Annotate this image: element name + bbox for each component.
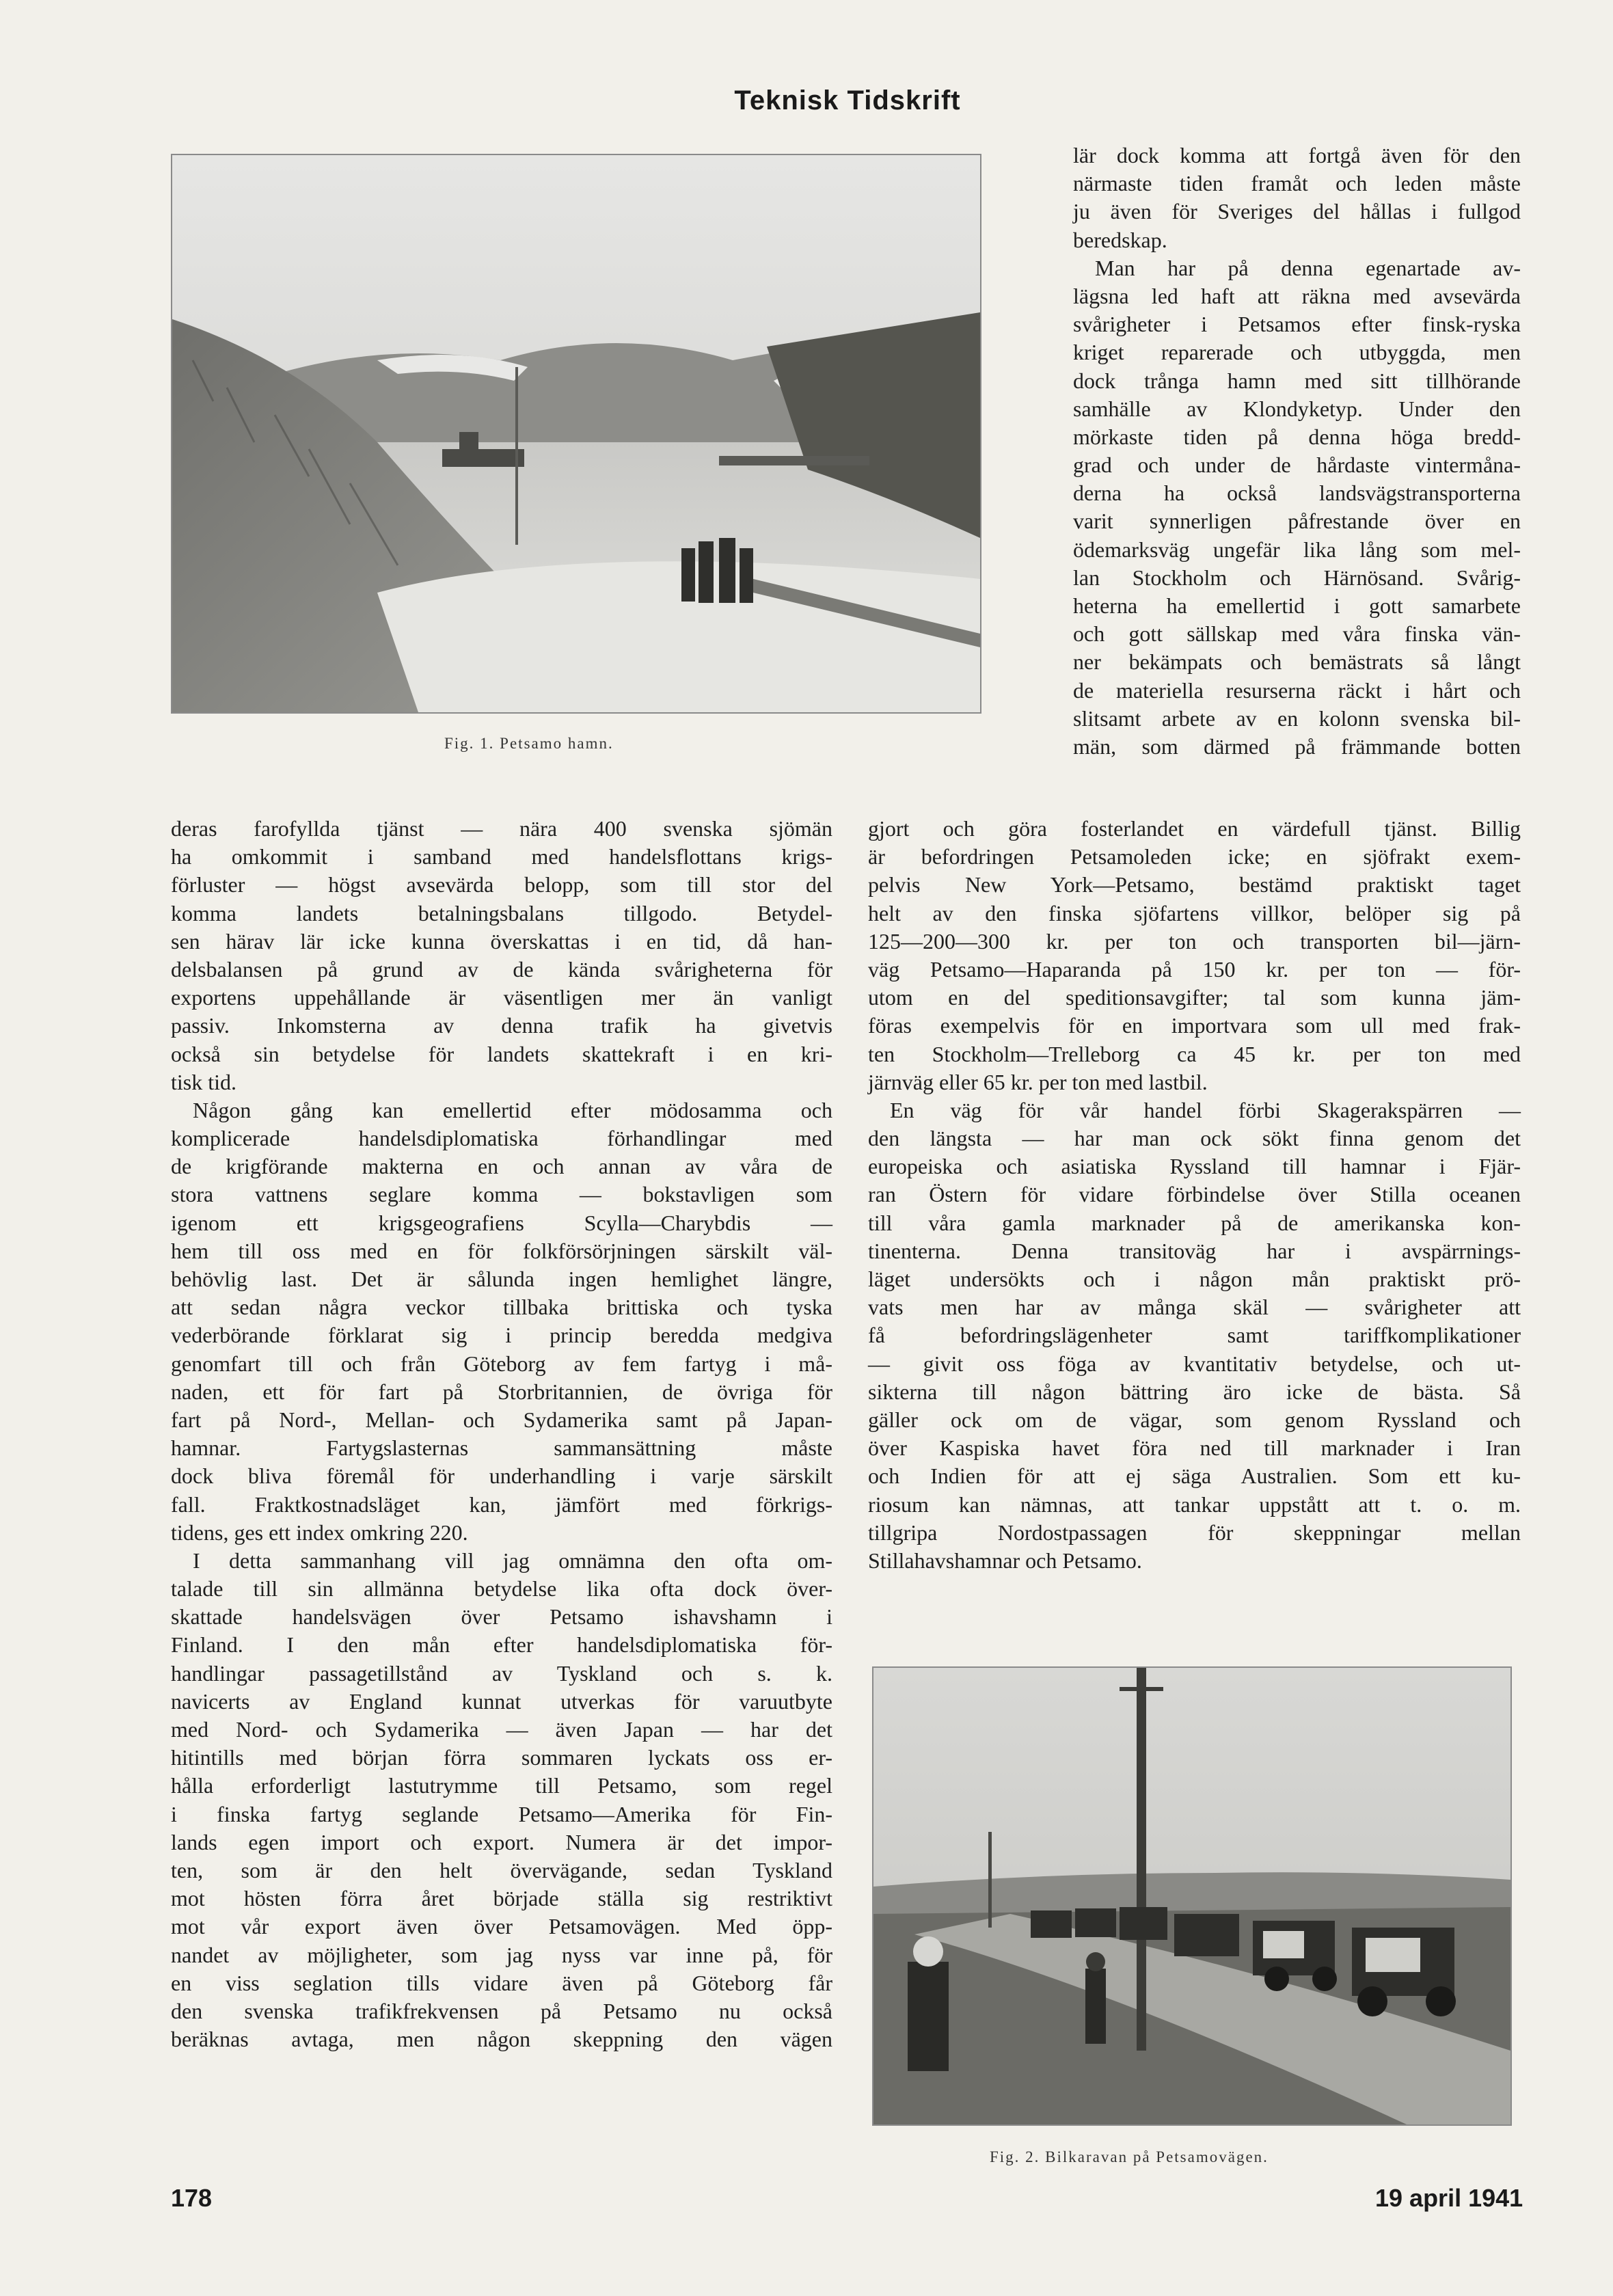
text-line: kriget reparerade och utbyggda, men <box>1073 340 1521 365</box>
text-line: en viss seglation tills vidare även på Göteborg får <box>171 1970 832 1995</box>
issue-date: 19 april 1941 <box>1375 2184 1523 2212</box>
figure-2-caption: Fig. 2. Bilkaravan på Petsamovägen. <box>990 2148 1269 2165</box>
text-line: pelvis New York—Petsamo, bestämd praktiskt taget <box>868 872 1521 897</box>
text-line: lär dock komma att fortgå även för den <box>1073 143 1521 167</box>
text-line: derna ha också landsvägstransporterna <box>1073 481 1521 506</box>
text-line: handlingar passagetillstånd av Tyskland och s. k. <box>171 1660 832 1686</box>
text-line: sen härav lär icke kunna överskattas i en tid, då han- <box>171 928 832 954</box>
text-line: läget undersökts och i någon mån praktiskt prö- <box>868 1267 1521 1291</box>
text-line: delsbalansen på grund av de kända svårigheterna för <box>171 956 832 982</box>
text-line: mörkaste tiden på denna höga bredd- <box>1073 424 1521 449</box>
text-line: heterna ha emellertid i gott samarbete <box>1073 593 1521 618</box>
figure-1-photo <box>171 154 981 714</box>
text-column-right-bottom <box>868 815 1521 1575</box>
text-line: 125—200—300 kr. per ton och transporten bil—järn- <box>868 928 1521 954</box>
text-column-right-top <box>1073 141 1521 761</box>
text-line: beredskap. <box>1073 227 1167 252</box>
text-line: En väg för vår handel förbi Skagerakspärren — <box>890 1097 1521 1122</box>
text-line: förluster — högst avsevärda belopp, som till stor del <box>171 872 832 897</box>
text-line: naden, ett för fart på Storbritannien, de övriga för <box>171 1379 832 1404</box>
text-line: till våra gamla marknader på de amerikanska kon- <box>868 1210 1521 1235</box>
text-line: komma landets betalningsbalans tillgodo. Betydel- <box>171 900 832 926</box>
text-column-left <box>171 815 832 2053</box>
text-line: Någon gång kan emellertid efter mödosamma och <box>193 1097 832 1122</box>
text-line: ju även för Sveriges del hållas i fullgod <box>1073 199 1521 224</box>
text-line: skattade handelsvägen över Petsamo ishavshamn i <box>171 1604 832 1630</box>
text-line: över Kaspiska havet föra ned till marknader i Iran <box>868 1435 1521 1461</box>
text-line: passiv. Inkomsterna av denna trafik ha givetvis <box>171 1013 832 1038</box>
text-line: män, som därmed på främmande botten <box>1073 733 1521 759</box>
text-line: europeiska och asiatiska Ryssland till hamnar i Fjär- <box>868 1154 1521 1179</box>
text-line: hålla erforderligt lastutrymme till Petsamo, som regel <box>171 1773 832 1798</box>
text-line: grad och under de hårdaste vintermåna- <box>1073 453 1521 478</box>
text-line: dock bliva föremål för underhandling i varje särskilt <box>171 1463 832 1489</box>
text-line: närmaste tiden framåt och leden måste <box>1073 171 1521 196</box>
text-line: är befordringen Petsamoleden icke; en sjöfrakt exem- <box>868 844 1521 869</box>
text-line: varit synnerligen påfrestande över en <box>1073 509 1521 534</box>
text-line: riosum kan nämnas, att tankar uppstått att t. o. m. <box>868 1491 1521 1517</box>
figure-1-caption: Fig. 1. Petsamo hamn. <box>444 735 614 752</box>
text-line: tisk tid. <box>171 1069 237 1094</box>
text-line: ten, som är den helt övervägande, sedan Tyskland <box>171 1857 832 1882</box>
page-number: 178 <box>171 2184 213 2212</box>
text-line: talade till sin allmänna betydelse lika ofta dock över- <box>171 1576 832 1602</box>
text-line: sikterna till någon bättring äro icke de bästa. Så <box>868 1379 1521 1404</box>
text-line: gäller ock om de vägar, som genom Ryssland och <box>868 1407 1521 1432</box>
text-line: få befordringslägenheter samt tariffkomplikationer <box>868 1323 1521 1348</box>
text-line: järnväg eller 65 kr. per ton med lastbil. <box>868 1069 1208 1094</box>
masthead: Teknisk Tidskrift <box>734 85 961 116</box>
text-line: tillgripa Nordostpassagen för skeppningar mellan <box>868 1520 1521 1545</box>
figure-2-photo <box>872 1666 1512 2126</box>
text-line: i finska fartyg seglande Petsamo—Amerika för Fin- <box>171 1801 832 1826</box>
text-line: hem till oss med en för folkförsörjningen särskilt väl- <box>171 1238 832 1263</box>
text-line: lägsna led haft att räkna med avsevärda <box>1073 283 1521 308</box>
text-line: komplicerade handelsdiplomatiska förhandlingar med <box>171 1126 832 1151</box>
text-line: fall. Fraktkostnadsläget kan, jämfört med förkrigs- <box>171 1491 832 1517</box>
text-line: stora vattnens seglare komma — bokstavligen som <box>171 1182 832 1207</box>
text-line: ten Stockholm—Trelleborg ca 45 kr. per ton med <box>868 1041 1521 1066</box>
text-line: att sedan några veckor tillbaka brittiska och tyska <box>171 1295 832 1320</box>
text-line: och gott sällskap med våra finska vän- <box>1073 621 1521 647</box>
text-line: ran Östern för vidare förbindelse över Stilla oceanen <box>868 1182 1521 1207</box>
text-line: lands egen import och export. Numera är det impor- <box>171 1829 832 1854</box>
text-line: Stillahavshamnar och Petsamo. <box>868 1548 1142 1573</box>
text-line: fart på Nord-, Mellan- och Sydamerika samt på Japan- <box>171 1407 832 1432</box>
text-line: lan Stockholm och Härnösand. Svårig- <box>1073 565 1521 590</box>
text-line: helt av den finska sjöfartens villkor, belöper sig på <box>868 900 1521 926</box>
text-line: Man har på denna egenartade av- <box>1095 255 1521 280</box>
text-line: ner bekämpats och bemästrats så långt <box>1073 649 1521 675</box>
text-line: föras exempelvis för en importvara som ull med frak- <box>868 1013 1521 1038</box>
text-line: vats men har av många skäl — svårigheter att <box>868 1295 1521 1320</box>
text-line: genomfart till och från Göteborg av fem fartyg i må- <box>171 1351 832 1376</box>
text-line: och Indien för att ej säga Australien. Som ett ku- <box>868 1463 1521 1489</box>
petsamo-harbour-image <box>172 155 980 712</box>
text-line: de krigförande makterna en och annan av våra de <box>171 1154 832 1179</box>
text-line: beräknas avtaga, men någon skeppning den vägen <box>171 2027 832 2052</box>
text-line: ödemarksväg ungefär lika lång som mel- <box>1073 537 1521 562</box>
truck-convoy-image <box>873 1668 1510 2124</box>
text-line: med Nord- och Sydamerika — även Japan — har det <box>171 1717 832 1742</box>
text-line: I detta sammanhang vill jag omnämna den ofta om- <box>193 1548 832 1573</box>
text-line: utom en del speditionsavgifter; tal som kunna jäm- <box>868 985 1521 1010</box>
text-line: — givit oss föga av kvantitativ betydelse, och ut- <box>868 1351 1521 1376</box>
text-line: Finland. I den mån efter handelsdiplomatiska för- <box>171 1632 832 1658</box>
text-line: behövlig last. Det är sålunda ingen hemlighet längre, <box>171 1267 832 1291</box>
text-line: hamnar. Fartygslasternas sammansättning måste <box>171 1435 832 1461</box>
text-line: nandet av möjligheter, som jag nyss var inne på, för <box>171 1942 832 1967</box>
text-line: den svenska trafikfrekvensen på Petsamo nu också <box>171 1998 832 2023</box>
text-line: också sin betydelse för landets skattekraft i en kri- <box>171 1041 832 1066</box>
text-line: de materiella resurserna räckt i hårt och <box>1073 677 1521 703</box>
text-line: samhälle av Klondyketyp. Under den <box>1073 396 1521 421</box>
text-line: deras farofyllda tjänst — nära 400 svenska sjömän <box>171 816 832 841</box>
text-line: mot vår export även över Petsamovägen. Med öpp- <box>171 1914 832 1939</box>
text-line: vederbörande förklarat sig i princip beredda medgiva <box>171 1323 832 1348</box>
text-line: dock trånga hamn med sitt tillhörande <box>1073 368 1521 393</box>
text-line: väg Petsamo—Haparanda på 150 kr. per ton — för- <box>868 956 1521 982</box>
text-line: tinenterna. Denna transitoväg har i avspärrnings- <box>868 1238 1521 1263</box>
text-line: ha omkommit i samband med handelsflottans krigs- <box>171 844 832 869</box>
text-line: exportens uppehållande är väsentligen mer än vanligt <box>171 985 832 1010</box>
text-line: slitsamt arbete av en kolonn svenska bil- <box>1073 705 1521 731</box>
text-line: tidens, ges ett index omkring 220. <box>171 1520 468 1545</box>
text-line: mot hösten förra året började ställa sig restriktivt <box>171 1886 832 1911</box>
text-line: gjort och göra fosterlandet en värdefull tjänst. Billig <box>868 816 1521 841</box>
text-line: igenom ett krigsgeografiens Scylla—Charybdis — <box>171 1210 832 1235</box>
text-line: svårigheter i Petsamos efter finsk-ryska <box>1073 312 1521 337</box>
text-line: den längsta — har man ock sökt finna genom det <box>868 1126 1521 1151</box>
text-line: navicerts av England kunnat utverkas för varuutbyte <box>171 1688 832 1714</box>
text-line: hitintills med början förra sommaren lyckats oss er- <box>171 1745 832 1770</box>
